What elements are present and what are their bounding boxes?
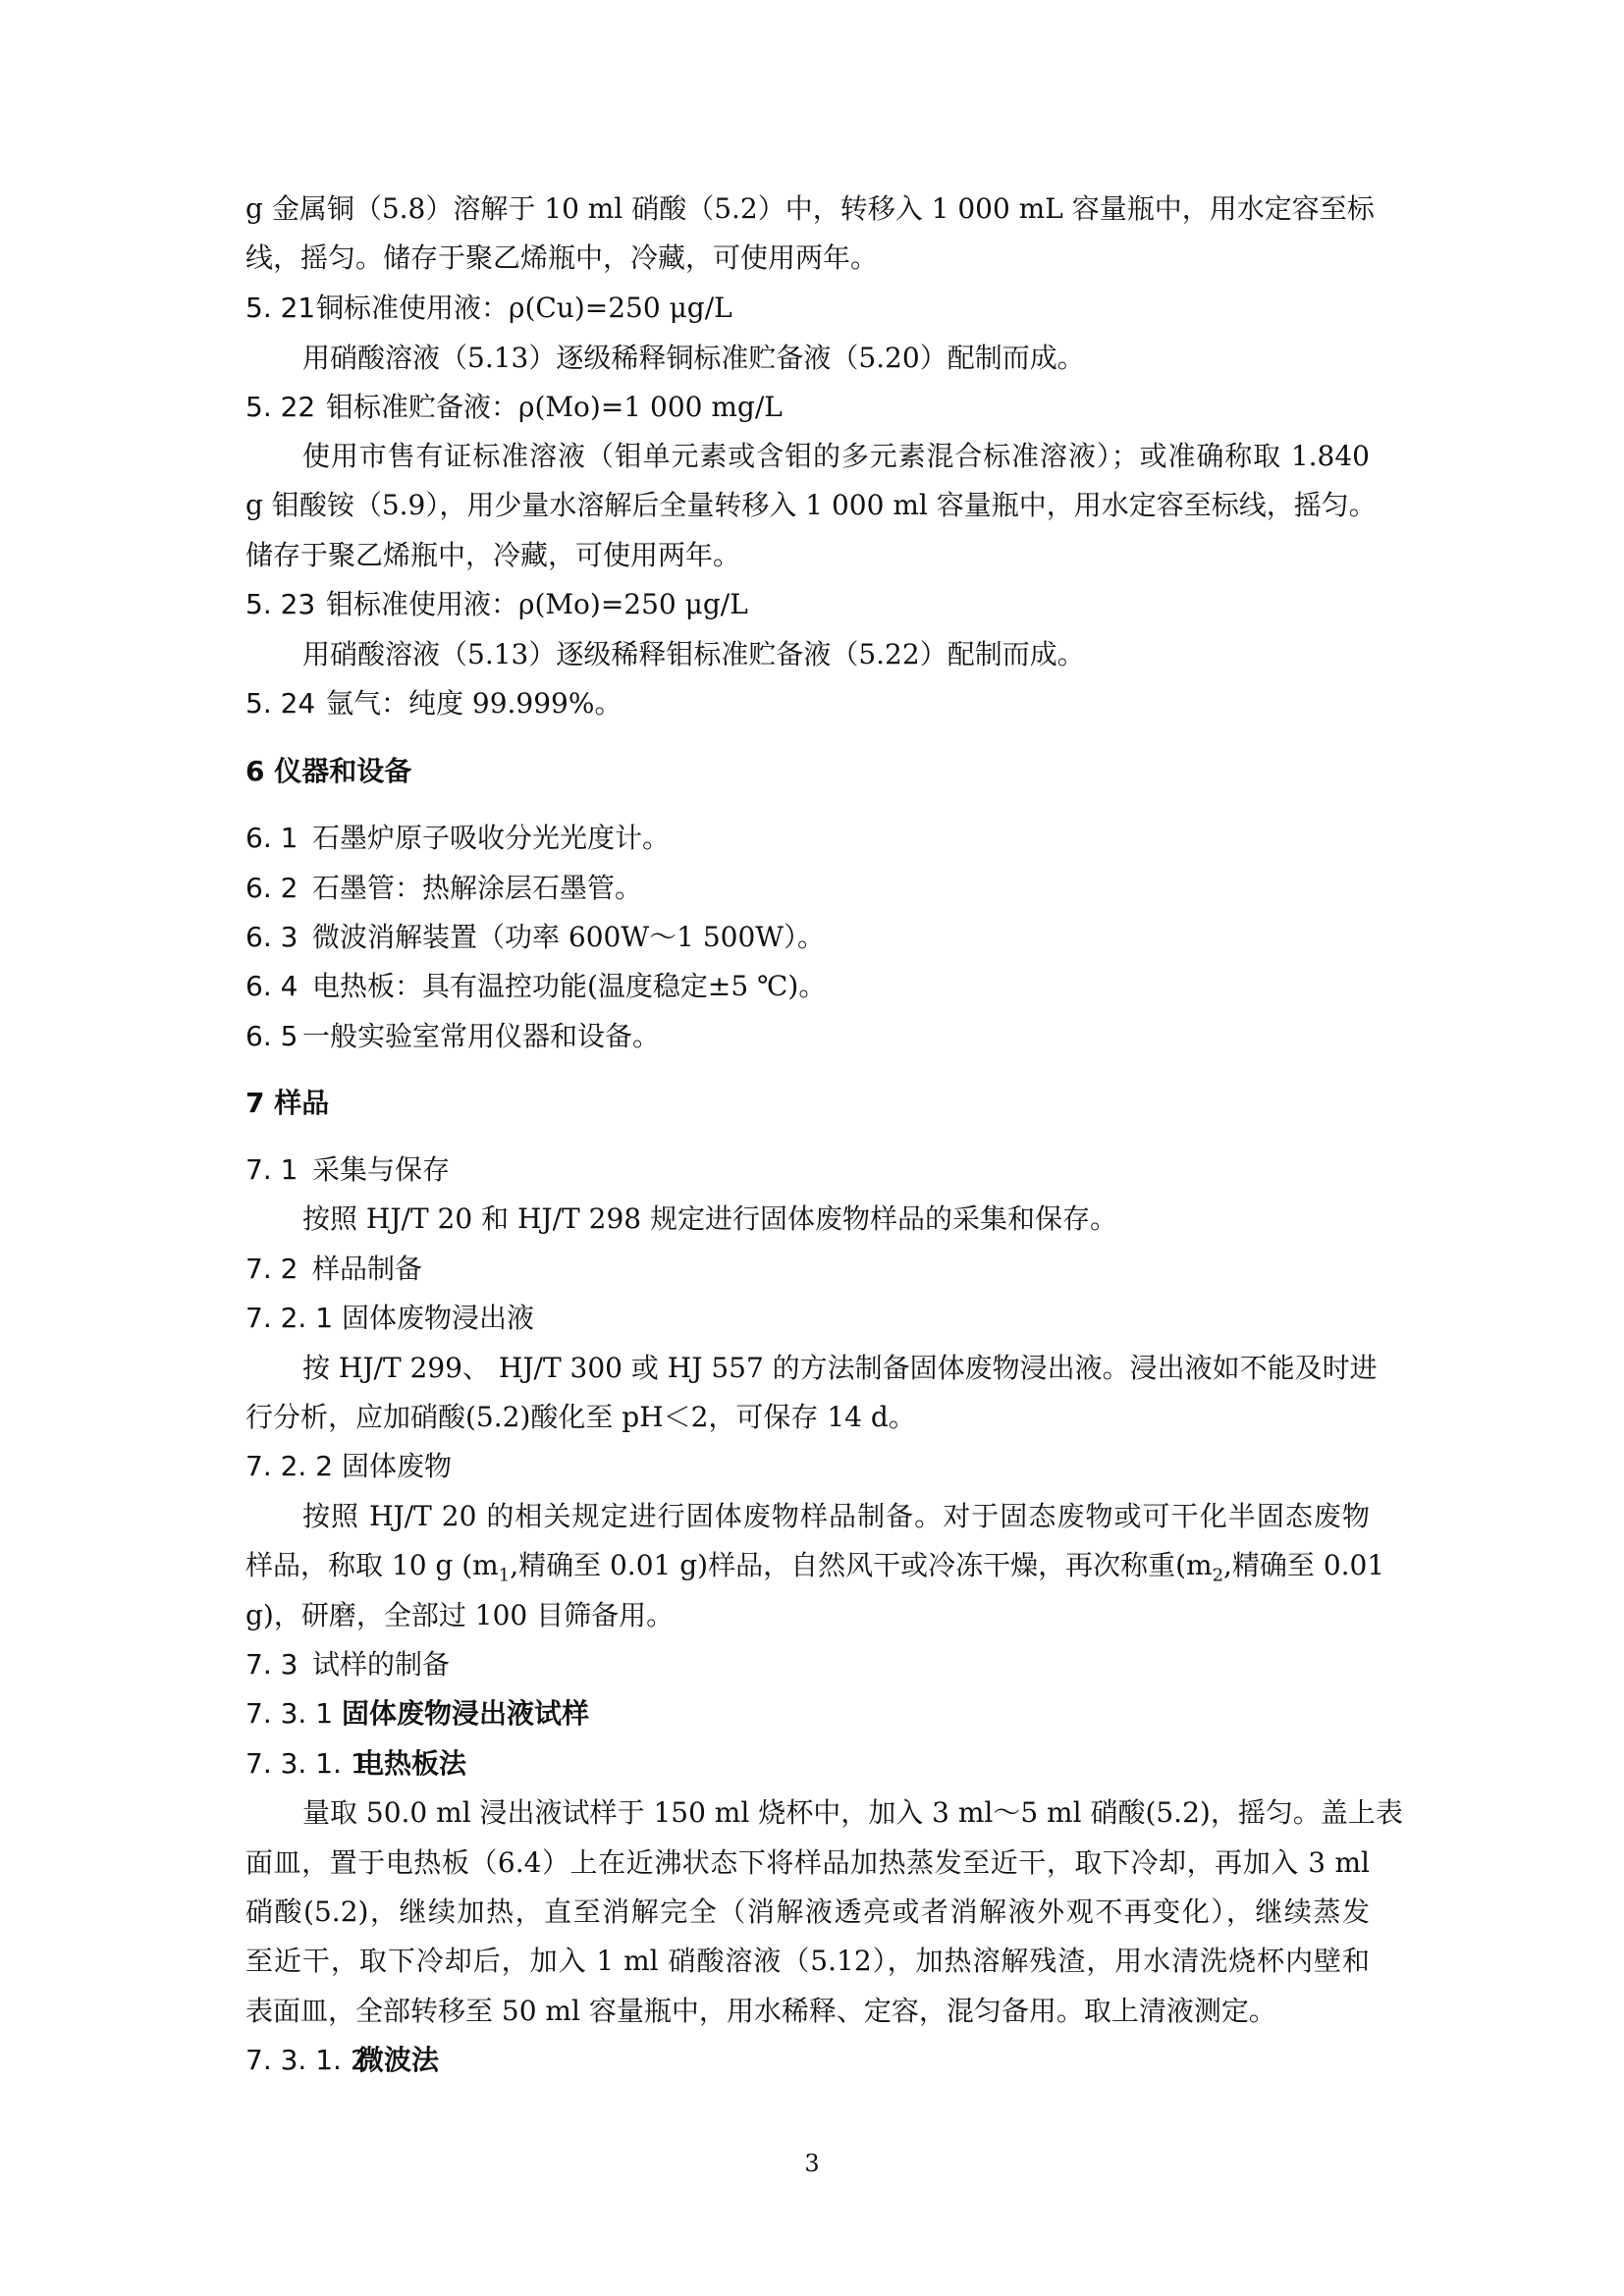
paragraph-line: 用硝酸溶液（5.13）逐级稀释钼标准贮备液（5.22）配制而成。 <box>302 638 1085 670</box>
clause-title: 铜标准使用液：ρ(Cu)=250 μg/L <box>316 292 732 324</box>
paragraph-line: g 金属铜（5.8）溶解于 10 ml 硝酸（5.2）中，转移入 1 000 mL 容量瓶中，用水定容至标 <box>245 192 1375 225</box>
clause-number: 7. 2. 1 <box>245 1302 334 1334</box>
clause-7-3-1-2 <box>245 2043 1370 2078</box>
page-number: 3 <box>804 2150 820 2177</box>
text-run: 样品，称取 10 g (m <box>245 1549 499 1581</box>
clause-6-3 <box>245 920 1370 955</box>
clause-title: 样品制备 <box>312 1253 423 1285</box>
clause-title: 一般实验室常用仪器和设备。 <box>302 1020 661 1052</box>
clause-number: 6. 2 <box>245 872 298 904</box>
clause-title: 钼标准贮备液：ρ(Mo)=1 000 mg/L <box>326 391 783 423</box>
clause-number: 5. 24 <box>245 687 316 720</box>
paragraph-line: 面皿，置于电热板（6.4）上在近沸状态下将样品加热蒸发至近干，取下冷却，再加入 3 ml <box>245 1846 1370 1879</box>
section-heading-7: 7 样品 <box>245 1087 330 1119</box>
clause-5-22 <box>245 390 1370 425</box>
clause-title: 微波消解装置（功率 600W～1 500W）。 <box>312 921 826 953</box>
clause-number: 7. 2. 2 <box>245 1450 334 1482</box>
clause-title: 试样的制备 <box>312 1648 451 1681</box>
clause-number: 6. 5 <box>245 1020 298 1052</box>
clause-number: 7. 2 <box>245 1253 298 1285</box>
paragraph-line: 线，摇匀。储存于聚乙烯瓶中，冷藏，可使用两年。 <box>245 241 879 274</box>
paragraph-line: 量取 50.0 ml 浸出液试样于 150 ml 烧杯中，加入 3 ml～5 ml 硝酸(5.2)，摇匀。盖上表 <box>302 1796 1403 1829</box>
clause-title: 氩气：纯度 99.999%。 <box>326 687 623 720</box>
paragraph-line: 硝酸(5.2)，继续加热，直至消解完全（消解液透亮或者消解液外观不再变化），继续蒸发 <box>245 1896 1370 1928</box>
clause-7-2 <box>245 1252 1370 1287</box>
paragraph-line: 使用市售有证标准溶液（钼单元素或含钼的多元素混合标准溶液）；或准确称取 1.840 <box>302 440 1370 472</box>
clause-6-1 <box>245 821 1370 856</box>
clause-title: 电热板法 <box>356 1747 467 1780</box>
paragraph-line: 按照 HJ/T 20 和 HJ/T 298 规定进行固体废物样品的采集和保存。 <box>302 1202 1117 1235</box>
clause-7-3 <box>245 1647 1370 1682</box>
clause-title: 固体废物 <box>342 1450 453 1482</box>
clause-6-5 <box>245 1019 1370 1054</box>
clause-number: 7. 3. 1 <box>245 1697 334 1730</box>
paragraph-line: 表面皿，全部转移至 50 ml 容量瓶中，用水稀释、定容，混匀备用。取上清液测定。 <box>245 1995 1276 2027</box>
clause-number: 6. 1 <box>245 822 298 854</box>
clause-5-21 <box>245 291 1370 326</box>
clause-7-2-2 <box>245 1449 1370 1484</box>
clause-7-3-1 <box>245 1696 1370 1732</box>
paragraph-line: g 钼酸铵（5.9），用少量水溶解后全量转移入 1 000 ml 容量瓶中，用水定容至标线，摇匀。 <box>245 489 1377 521</box>
subscript: 2 <box>1212 1565 1224 1586</box>
clause-number: 5. 22 <box>245 391 316 423</box>
clause-number: 7. 3. 1. 2 <box>245 2044 368 2076</box>
clause-number: 7. 3 <box>245 1648 298 1681</box>
clause-title: 石墨管：热解涂层石墨管。 <box>312 872 643 904</box>
clause-title: 钼标准使用液：ρ(Mo)=250 μg/L <box>326 588 748 620</box>
clause-7-3-1-1 <box>245 1746 1370 1782</box>
clause-6-2 <box>245 871 1370 906</box>
clause-title: 采集与保存 <box>312 1153 451 1186</box>
clause-number: 5. 21 <box>245 292 316 324</box>
clause-number: 6. 4 <box>245 970 298 1002</box>
clause-title: 石墨炉原子吸收分光光度计。 <box>312 822 671 854</box>
clause-title: 固体废物浸出液 <box>342 1302 535 1334</box>
clause-6-4 <box>245 969 1370 1004</box>
paragraph-line: 储存于聚乙烯瓶中，冷藏，可使用两年。 <box>245 539 741 571</box>
text-run: ,精确至 0.01 <box>1223 1549 1385 1581</box>
paragraph-line: 行分析，应加硝酸(5.2)酸化至 pH＜2，可保存 14 d。 <box>245 1401 916 1433</box>
clause-7-2-1 <box>245 1301 1370 1336</box>
clause-5-23 <box>245 587 1370 622</box>
clause-number: 7. 3. 1. 1 <box>245 1747 368 1780</box>
clause-number: 6. 3 <box>245 921 298 953</box>
clause-title: 微波法 <box>356 2044 440 2076</box>
text-run: ,精确至 0.01 g)样品，自然风干或冷冻干燥，再次称重(m <box>510 1549 1213 1581</box>
clause-title: 电热板：具有温控功能(温度稳定±5 ℃)。 <box>312 970 827 1002</box>
paragraph-line: 按 HJ/T 299、 HJ/T 300 或 HJ 557 的方法制备固体废物浸出液。浸出液如不能及时进 <box>302 1352 1378 1384</box>
subscript: 1 <box>498 1565 511 1586</box>
paragraph-line: 按照 HJ/T 20 的相关规定进行固体废物样品制备。对于固态废物或可干化半固态废物 <box>302 1500 1370 1532</box>
clause-number: 5. 23 <box>245 588 316 620</box>
paragraph-line: g)，研磨，全部过 100 目筛备用。 <box>245 1599 675 1631</box>
section-heading-6: 6 仪器和设备 <box>245 755 412 787</box>
clause-title: 固体废物浸出液试样 <box>342 1697 590 1730</box>
paragraph-line <box>245 1548 1385 1594</box>
clause-7-1 <box>245 1152 1370 1188</box>
paragraph-line: 至近干，取下冷却后，加入 1 ml 硝酸溶液（5.12），加热溶解残渣，用水清洗烧杯内壁和 <box>245 1945 1370 1977</box>
clause-number: 7. 1 <box>245 1153 298 1186</box>
paragraph-line: 用硝酸溶液（5.13）逐级稀释铜标准贮备液（5.20）配制而成。 <box>302 342 1085 374</box>
clause-5-24 <box>245 686 1370 721</box>
